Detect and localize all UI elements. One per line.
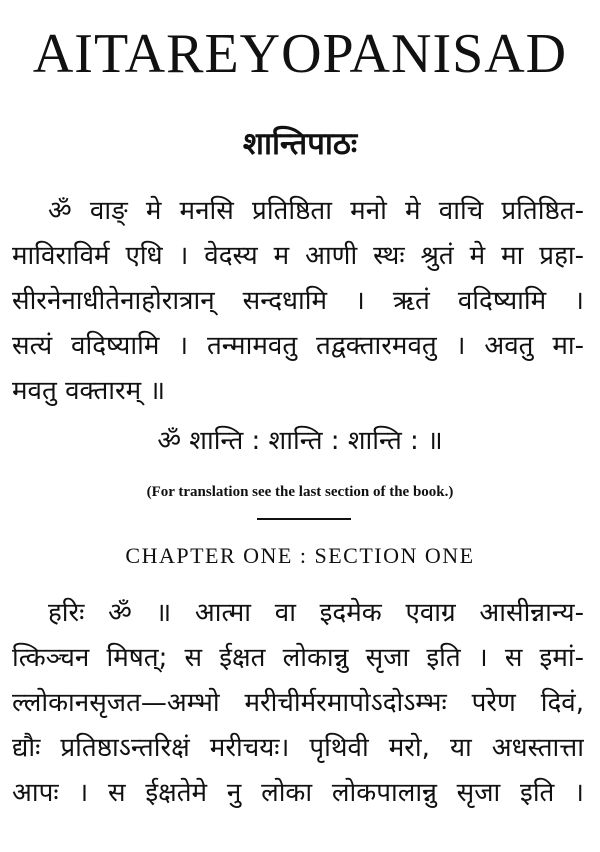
invocation-line: माविराविर्म एधि । वेदस्य म आणी स्थः श्रुतं मे मा प्रहा- [12, 241, 584, 271]
invocation-line: मवतु वक्तारम् ॥ [12, 376, 166, 406]
book-title: AITAREYOPANISAD [32, 23, 568, 85]
shanti-mantra: ॐ शान्ति : शान्ति : शान्ति : ॥ [157, 426, 443, 456]
section-divider [257, 518, 351, 520]
text-line: हरिः ॐ ॥ आत्मा वा इदमेक एवाग्र आसीन्नान्य- [48, 598, 584, 628]
text-line: द्यौः प्रतिष्ठाऽन्तरिक्षं मरीचयः। पृथिवी मरो, या अधस्तात्ता [12, 733, 584, 763]
text-line: त्किञ्चन मिषत्; स ईक्षत लोकान्नु सृजा इति । स इमां- [12, 643, 584, 673]
chapter-heading: CHAPTER ONE : SECTION ONE [125, 543, 475, 568]
text-line: ल्लोकानसृजत—अम्भो मरीचीर्मरमापोऽदोऽम्भः परेण दिवं, [12, 688, 584, 718]
invocation-line: सत्यं वदिष्यामि । तन्मामवतु तद्वक्तारमवतु । अवतु मा- [12, 331, 584, 361]
translation-note: (For translation see the last section of the book.) [146, 484, 454, 500]
text-line: आपः । स ईक्षतेमे नु लोका लोकपालान्नु सृजा इति । [12, 778, 584, 808]
invocation-line: सीरनेनाधीतेनाहोरात्रान् सन्दधामि । ऋतं वदिष्यामि । [12, 286, 584, 316]
invocation-line: ॐ वाङ् मे मनसि प्रतिष्ठिता मनो मे वाचि प्रतिष्ठित- [48, 196, 584, 226]
invocation-heading: शान्तिपाठः [242, 126, 358, 162]
